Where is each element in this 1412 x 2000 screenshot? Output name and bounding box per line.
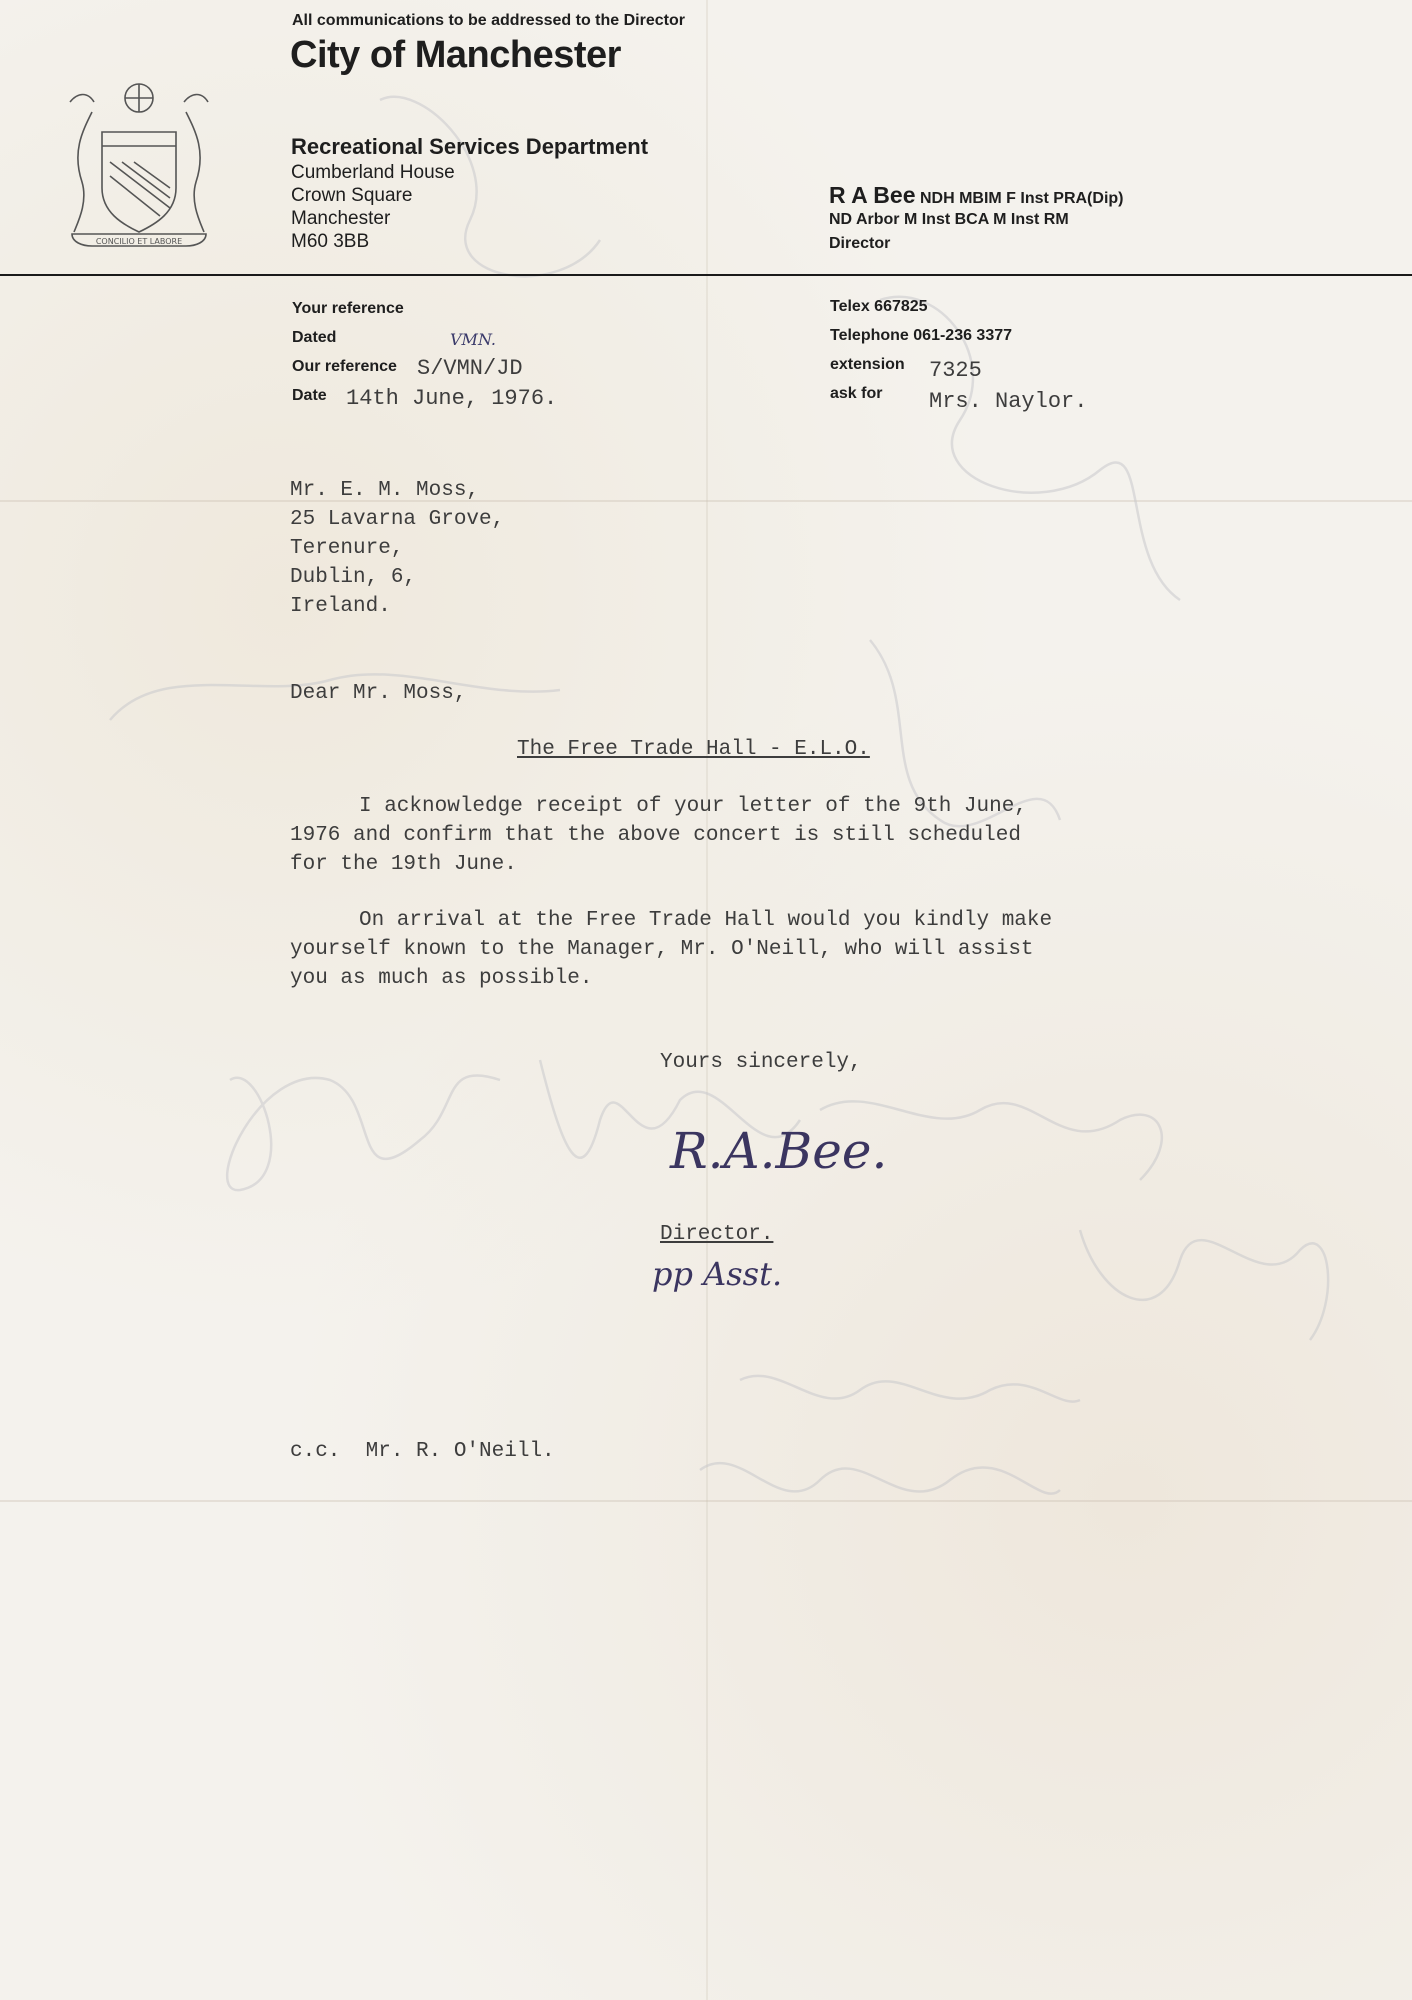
paragraph-line: 1976 and confirm that the above concert is still scheduled [290, 824, 1021, 847]
director-qualifications: NDH MBIM F Inst PRA(Dip) [919, 190, 1124, 207]
recipient-line: Ireland. [290, 595, 391, 618]
recipient-address [290, 476, 504, 621]
director-block [829, 182, 1123, 209]
director-title: Director [829, 235, 891, 252]
paragraph-line: I acknowledge receipt of your letter of the 9th June, [359, 795, 1027, 818]
department-name: Recreational Services Department [291, 134, 649, 159]
letter-subject: The Free Trade Hall - E.L.O. [517, 738, 870, 761]
carbon-copy-line: c.c. Mr. R. O'Neill. [290, 1440, 555, 1463]
department-address [291, 161, 455, 253]
letterhead-title: City of Manchester [290, 34, 621, 76]
recipient-line: Mr. E. M. Moss, [290, 479, 480, 502]
paragraph-1 [290, 792, 1027, 879]
handwritten-signature: R.A.Bee. [670, 1122, 888, 1180]
reference-annotation: VMN. [450, 330, 496, 349]
address-line: Cumberland House [291, 162, 455, 183]
telex-label: Telex 667825 [830, 298, 928, 315]
crest-motto: CONCILIO ET LABORE [95, 237, 183, 246]
paragraph-line: for the 19th June. [290, 853, 517, 876]
date-value: 14th June, 1976. [346, 386, 558, 411]
address-line: M60 3BB [291, 231, 370, 252]
date-label: Date [292, 387, 327, 404]
paragraph-line: On arrival at the Free Trade Hall would you kindly make [359, 909, 1053, 932]
address-line: Crown Square [291, 185, 413, 206]
director-qualifications-2: ND Arbor M Inst BCA M Inst RM [829, 211, 1069, 228]
director-name: R A Bee [829, 182, 916, 208]
your-reference-label: Your reference [292, 300, 404, 317]
paragraph-2 [290, 906, 1052, 993]
salutation: Dear Mr. Moss, [290, 682, 467, 705]
ask-for-value: Mrs. Naylor. [929, 389, 1088, 414]
telephone-label: Telephone 061-236 3377 [830, 327, 1013, 344]
paragraph-line: you as much as possible. [290, 967, 593, 990]
signature-annotation: pp Asst. [652, 1255, 783, 1293]
signatory-title: Director. [660, 1223, 774, 1246]
recipient-line: Dublin, 6, [290, 566, 417, 589]
our-reference-value: S/VMN/JD [417, 356, 523, 381]
dated-label: Dated [292, 329, 337, 346]
ask-for-label: ask for [830, 385, 883, 402]
recipient-line: 25 Lavarna Grove, [290, 508, 505, 531]
communications-notice: All communications to be addressed to the Director [292, 12, 685, 29]
paragraph-line: yourself known to the Manager, Mr. O'Neill, who will assist [290, 938, 1034, 961]
our-reference-label: Our reference [292, 358, 397, 375]
city-crest-icon [52, 72, 226, 252]
fold-crease [706, 0, 708, 2000]
address-line: Manchester [291, 208, 391, 229]
header-rule [0, 274, 1412, 276]
extension-label: extension [830, 356, 905, 373]
recipient-line: Terenure, [290, 537, 404, 560]
closing: Yours sincerely, [660, 1051, 862, 1074]
extension-value: 7325 [929, 358, 982, 383]
